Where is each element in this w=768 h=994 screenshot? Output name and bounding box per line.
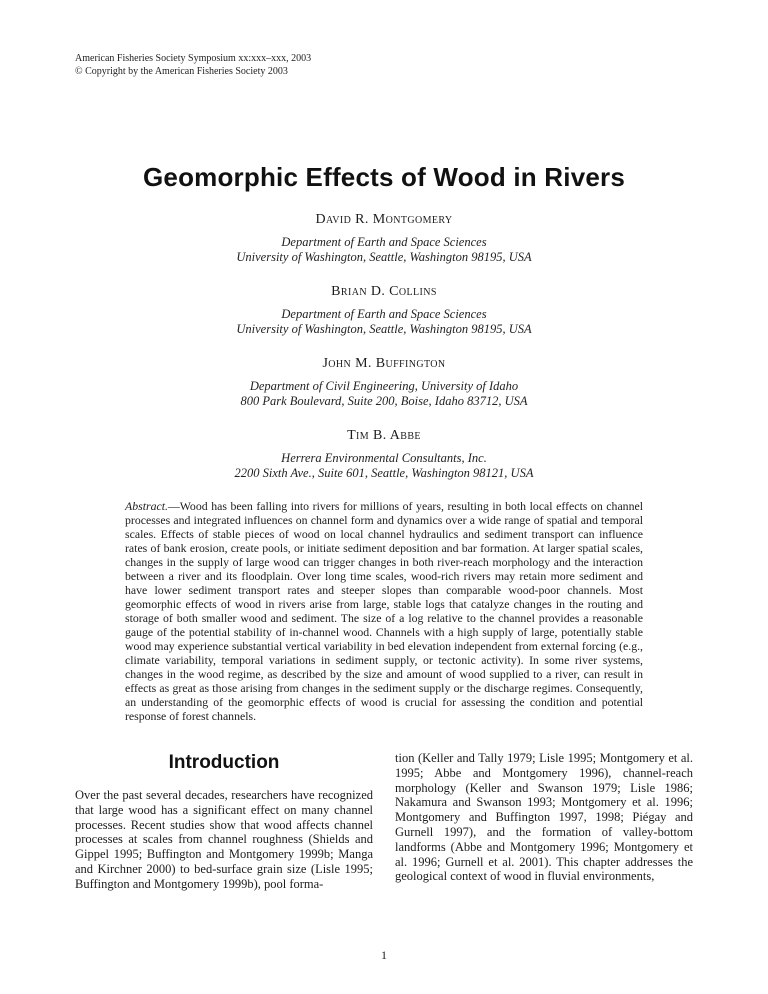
authors-section xyxy=(75,212,693,481)
introduction-heading: Introduction xyxy=(168,752,280,773)
author-block xyxy=(75,428,693,481)
body-columns xyxy=(75,751,693,892)
author-affiliation-line: Department of Earth and Space Sciences xyxy=(281,235,487,249)
introduction-paragraph-right: tion (Keller and Tally 1979; Lisle 1995; Montgomery et al. 1995; Abbe and Montgomery 1996), channel-reach morphology (Keller and Swanson 1979; Lisle 1986; Nakamura and Swanson 1993; Montgomery et al. 1996; Montgomery and Buffington 1997, 1998; Piégay and Gurnell 1997), and the formation of valley-bottom landforms (Abbe and Montgomery 1996; Montgomery et al. 1996; Gurnell et al. 2001). This chapter addresses the geological context of wood in fluvial environments, xyxy=(395,751,693,884)
author-affiliation-line: University of Washington, Seattle, Washington 98195, USA xyxy=(236,322,532,336)
author-block xyxy=(75,356,693,409)
journal-header xyxy=(75,52,693,78)
author-affiliation-line: 800 Park Boulevard, Suite 200, Boise, Idaho 83712, USA xyxy=(240,394,528,408)
introduction-paragraph-left: Over the past several decades, researchers have recognized that large wood has a significant effect on many channel processes. Recent studies show that wood affects channel processes at scales from channel roughness (Shields and Gippel 1995; Buffington and Montgomery 1999b; Manga and Kirchner 2000) to bed-surface grain size (Lisle 1995; Buffington and Montgomery 1999b), pool forma- xyxy=(75,788,373,891)
author-block xyxy=(75,212,693,265)
author-name: Tim B. Abbe xyxy=(347,428,421,443)
author-affiliation-line: Department of Civil Engineering, University of Idaho xyxy=(249,379,519,393)
author-affiliation-line: 2200 Sixth Ave., Suite 601, Seattle, Washington 98121, USA xyxy=(234,466,534,480)
abstract-label: Abstract. xyxy=(125,499,168,513)
page-footer xyxy=(0,948,768,963)
author-name: Brian D. Collins xyxy=(331,284,437,299)
journal-citation-line: American Fisheries Society Symposium xx:xxx–xxx, 2003 xyxy=(75,53,312,64)
abstract-section xyxy=(125,499,643,723)
left-column xyxy=(75,751,373,892)
author-affiliation-line: University of Washington, Seattle, Washington 98195, USA xyxy=(236,250,532,264)
author-affiliation-line: Herrera Environmental Consultants, Inc. xyxy=(281,451,487,465)
author-block xyxy=(75,284,693,337)
abstract-text: —Wood has been falling into rivers for millions of years, resulting in both local effects on channel processes and integrated influences on channel form and dynamics over a wide range of spatial and temporal scales. Effects of stable pieces of wood on local channel hydraulics and sediment transport can influence rates of bank erosion, create pools, or initiate sediment deposition and bar formation. At larger spatial scales, changes in the supply of large wood can trigger changes in both river-reach morphology and the interaction between a river and its floodplain. Over long time scales, wood-rich rivers may retain more sediment and have lower sediment transport rates and steeper slopes than comparable wood-poor channels. Most geomorphic effects of wood in rivers arise from large, stable logs that catalyze changes in the routing and storage of both smaller wood and sediment. The size of a log relative to the channel provides a reasonable gauge of the potential stability of in-channel wood. Channels with a high supply of large, potentially stable wood may experience substantial vertical variability in bed elevation independent from external forcing (e.g., climate variability, temporal variations in sediment supply, or tectonic activity). In some river systems, changes in the wood regime, as described by the size and amount of wood supplied to a river, can result in effects as great as those arising from changes in the sediment supply or the discharge regimes. Consequently, an understanding of the geomorphic effects of wood is crucial for assessing the condition and potential response of forest channels. xyxy=(125,499,643,723)
author-affiliation-line: Department of Earth and Space Sciences xyxy=(281,307,487,321)
paper-title: Geomorphic Effects of Wood in Rivers xyxy=(142,162,625,192)
author-name: David R. Montgomery xyxy=(315,212,453,227)
abstract-paragraph xyxy=(125,499,643,723)
right-column xyxy=(395,751,693,884)
copyright-line: © Copyright by the American Fisheries Society 2003 xyxy=(75,66,288,77)
author-name: John M. Buffington xyxy=(322,356,446,371)
page-number: 1 xyxy=(381,948,387,962)
